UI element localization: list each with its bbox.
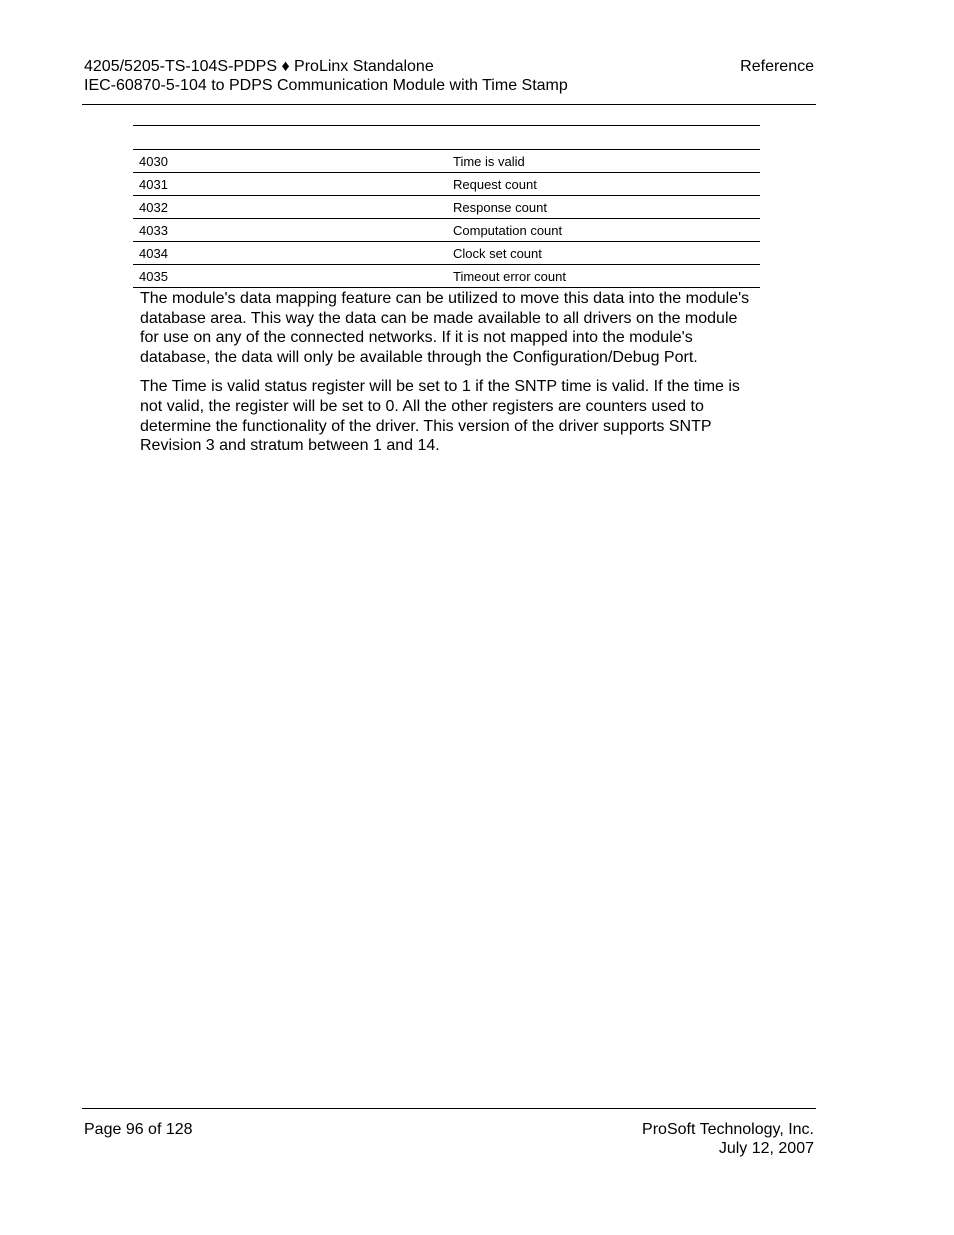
company-name: ProSoft Technology, Inc. bbox=[642, 1121, 814, 1138]
table-row bbox=[133, 219, 760, 242]
page-footer bbox=[84, 1120, 814, 1158]
document-date: July 12, 2007 bbox=[718, 1140, 814, 1157]
table-header-row bbox=[133, 125, 760, 149]
register-cell: 4034 bbox=[133, 242, 447, 265]
page-number: Page 96 of 128 bbox=[84, 1121, 193, 1138]
header-section-name: Reference bbox=[740, 58, 814, 75]
header-divider bbox=[82, 104, 816, 105]
paragraph-data-mapping: The module's data mapping feature can be utilized to move this data into the module's database area. This way the data can be made available to all drivers on the module for use on any of the connected networks. If it is not mapped into the module's database, the data will only be available through the Configuration/Debug Port. bbox=[140, 290, 750, 366]
table-row bbox=[133, 265, 760, 288]
register-cell: 4032 bbox=[133, 196, 447, 219]
register-cell: 4031 bbox=[133, 173, 447, 196]
paragraph-time-valid: The Time is valid status register will be set to 1 if the SNTP time is valid. If the time is not valid, the register will be set to 0. All the other registers are counters used to determine the functionality of the driver. This version of the driver supports SNTP Revision 3 and stratum between 1 and 14. bbox=[140, 378, 740, 455]
description-cell: Computation count bbox=[447, 219, 760, 242]
register-cell: 4035 bbox=[133, 265, 447, 288]
description-cell: Time is valid bbox=[447, 150, 760, 173]
description-cell: Clock set count bbox=[447, 242, 760, 265]
body-text bbox=[140, 289, 755, 466]
register-table bbox=[133, 125, 760, 288]
table-row bbox=[133, 173, 760, 196]
header-module-description: IEC-60870-5-104 to PDPS Communication Module with Time Stamp bbox=[84, 77, 568, 94]
table-row bbox=[133, 196, 760, 219]
description-cell: Response count bbox=[447, 196, 760, 219]
table-row bbox=[133, 150, 760, 173]
table-row bbox=[133, 242, 760, 265]
description-cell: Request count bbox=[447, 173, 760, 196]
header-product-title: 4205/5205-TS-104S-PDPS ♦ ProLinx Standalone bbox=[84, 58, 434, 75]
register-cell: 4033 bbox=[133, 219, 447, 242]
description-cell: Timeout error count bbox=[447, 265, 760, 288]
page-header bbox=[84, 57, 814, 95]
register-cell: 4030 bbox=[133, 150, 447, 173]
footer-divider bbox=[82, 1108, 816, 1109]
